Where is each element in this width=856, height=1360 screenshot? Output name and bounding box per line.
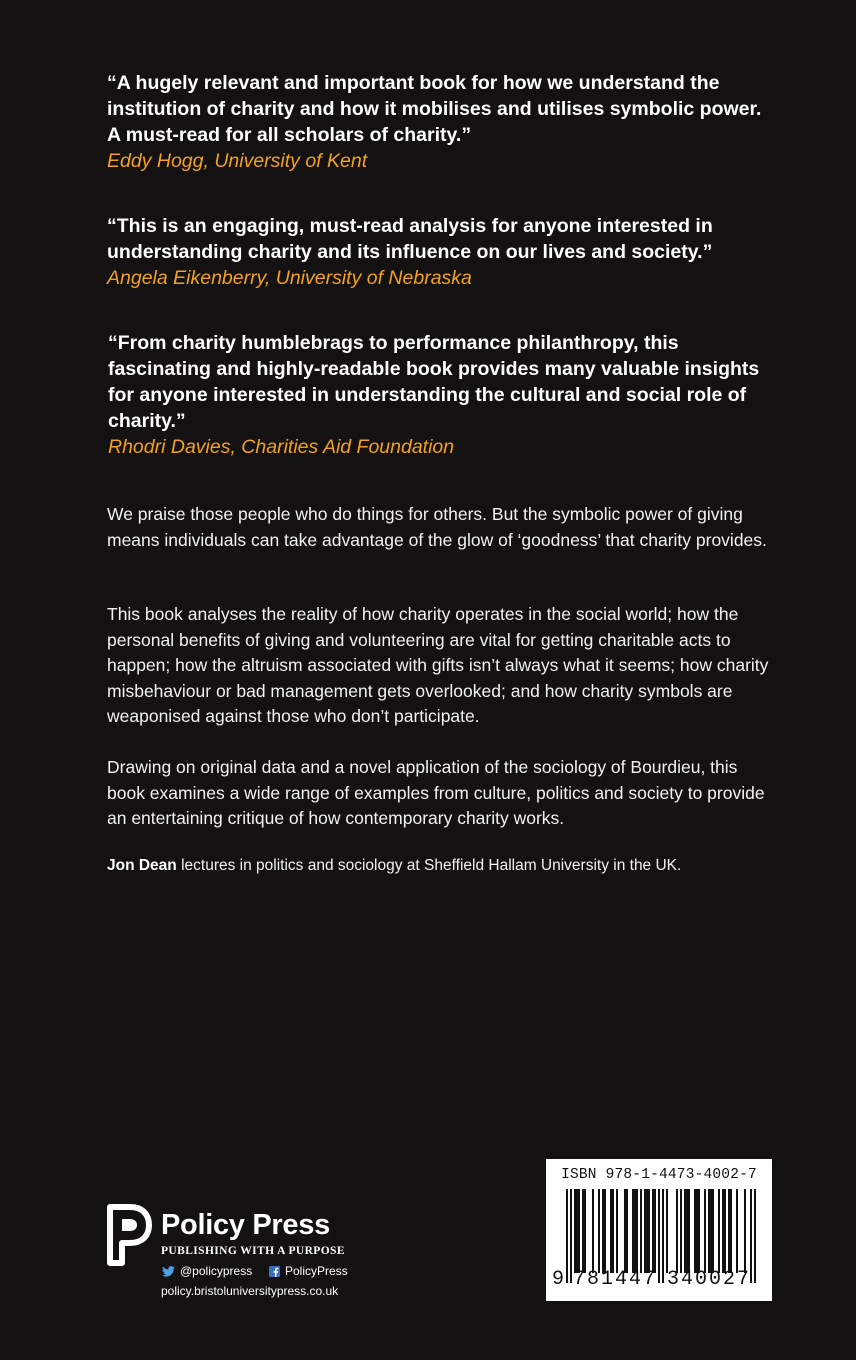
- barcode-digit: 4: [681, 1268, 694, 1291]
- barcode-digit: 7: [573, 1268, 586, 1291]
- barcode-bar: [634, 1189, 636, 1273]
- quote-text: “A hugely relevant and important book for how we understand the institution of charity and how it mobilises and utilises symbolic power. A must-read for all scholars of charity.”: [107, 72, 762, 146]
- barcode-bar: [612, 1189, 614, 1273]
- twitter-handle[interactable]: [162, 1264, 252, 1278]
- facebook-handle-text: PolicyPress: [285, 1264, 348, 1278]
- barcode-bar: [646, 1189, 648, 1273]
- review-quote-3: [108, 330, 778, 460]
- barcode-digit: 7: [643, 1268, 656, 1291]
- barcode-bar: [698, 1189, 700, 1273]
- barcode-bar: [708, 1189, 710, 1273]
- barcode-bar: [602, 1189, 604, 1273]
- barcode-digit: 4: [629, 1268, 642, 1291]
- publisher-name: Policy Press: [161, 1209, 330, 1241]
- barcode-bar: [666, 1189, 668, 1273]
- barcode-bar: [592, 1189, 594, 1273]
- quote-attribution: Eddy Hogg, University of Kent: [107, 150, 368, 172]
- barcode-bar: [574, 1189, 576, 1273]
- barcode-digit: 3: [667, 1268, 680, 1291]
- barcode-bar: [616, 1189, 618, 1273]
- review-quote-1: [107, 70, 777, 174]
- description-paragraph-2: This book analyses the reality of how charity operates in the social world; how the personal benefits of giving and volunteering are vital for getting charitable acts to happen; how the altruism associated with gifts isn’t always what it seems; how charity misbehaviour or bad management gets overlooked; and how charity symbols are weaponised against those who don’t participate.: [107, 604, 769, 726]
- barcode-bar: [750, 1189, 752, 1283]
- barcode-digit: 0: [709, 1268, 722, 1291]
- barcode-bar: [610, 1189, 612, 1273]
- barcode-bar: [710, 1189, 712, 1273]
- twitter-handle-text: @policypress: [180, 1264, 253, 1278]
- barcode-bar: [582, 1189, 584, 1273]
- barcode-bar: [722, 1189, 724, 1273]
- description-paragraph-3: Drawing on original data and a novel application of the sociology of Bourdieu, this book examines a wide range of examples from culture, politics and society to provide an entertaining critique of how contemporary charity works.: [107, 757, 765, 828]
- barcode-bar: [640, 1189, 642, 1273]
- barcode-bar: [736, 1189, 738, 1273]
- isbn-barcode: [546, 1159, 772, 1301]
- facebook-icon: [269, 1266, 280, 1277]
- barcode-bar: [718, 1189, 720, 1273]
- barcode-bar: [744, 1189, 746, 1273]
- quote-text: “This is an engaging, must-read analysis for anyone interested in understanding charity and its influence on our lives and society.”: [107, 215, 713, 263]
- barcode-bar: [570, 1189, 572, 1283]
- barcode-bar: [728, 1189, 730, 1273]
- barcode-bar: [584, 1189, 586, 1273]
- barcode-digit: 4: [615, 1268, 628, 1291]
- quote-text: “From charity humblebrags to performance philanthropy, this fascinating and highly-readable book provides many valuable insights for anyone interested in understanding the cultural and social role of charity.”: [108, 332, 760, 432]
- barcode-bar: [576, 1189, 578, 1273]
- barcode-bar: [598, 1189, 600, 1273]
- barcode-bar: [680, 1189, 682, 1273]
- barcode-bar: [712, 1189, 714, 1273]
- quote-attribution: Rhodri Davies, Charities Aid Foundation: [108, 436, 455, 458]
- barcode-bar: [652, 1189, 654, 1273]
- barcode-digit: 9: [552, 1268, 565, 1291]
- policy-press-logo-icon: [106, 1203, 152, 1267]
- barcode-bar: [696, 1189, 698, 1273]
- barcode-bar: [694, 1189, 696, 1273]
- author-bio: [107, 855, 807, 877]
- facebook-handle[interactable]: [269, 1264, 348, 1278]
- quote-attribution: Angela Eikenberry, University of Nebraska: [107, 267, 472, 289]
- twitter-icon: [162, 1266, 175, 1277]
- barcode-bar: [688, 1189, 690, 1273]
- description-paragraph-1: We praise those people who do things for others. But the symbolic power of giving means individuals can take advantage of the glow of ‘goodness’ that charity provides.: [107, 504, 767, 550]
- barcode-bar: [648, 1189, 650, 1273]
- barcode-bar: [704, 1189, 706, 1273]
- barcode-bar: [626, 1189, 628, 1273]
- barcode-bar: [724, 1189, 726, 1273]
- barcode-digit: 2: [723, 1268, 736, 1291]
- barcode-digit: 7: [737, 1268, 750, 1291]
- barcode-bar: [632, 1189, 634, 1273]
- barcode-bar: [654, 1189, 656, 1273]
- barcode-bar: [754, 1189, 756, 1283]
- barcode-bar: [624, 1189, 626, 1273]
- review-quote-2: [107, 213, 777, 291]
- barcode-bar: [578, 1189, 580, 1273]
- barcode-bar: [676, 1189, 678, 1273]
- barcode-digit: 1: [601, 1268, 614, 1291]
- barcode-bar: [604, 1189, 606, 1273]
- isbn-label: ISBN 978-1-4473-4002-7: [561, 1167, 757, 1183]
- barcode-bar: [730, 1189, 732, 1273]
- publisher-url[interactable]: policy.bristoluniversitypress.co.uk: [161, 1284, 339, 1298]
- barcode-bar: [658, 1189, 660, 1283]
- barcode-bar: [566, 1189, 568, 1283]
- barcode-bar: [644, 1189, 646, 1273]
- barcode-bar: [686, 1189, 688, 1273]
- barcode-digit: 0: [695, 1268, 708, 1291]
- barcode-bar: [684, 1189, 686, 1273]
- barcode-digit: 8: [587, 1268, 600, 1291]
- barcode-bar: [636, 1189, 638, 1273]
- barcode-bar: [662, 1189, 664, 1283]
- author-bio-text: lectures in politics and sociology at Sheffield Hallam University in the UK.: [176, 857, 682, 874]
- author-name: Jon Dean: [107, 857, 177, 874]
- publisher-tagline: PUBLISHING WITH A PURPOSE: [161, 1245, 345, 1257]
